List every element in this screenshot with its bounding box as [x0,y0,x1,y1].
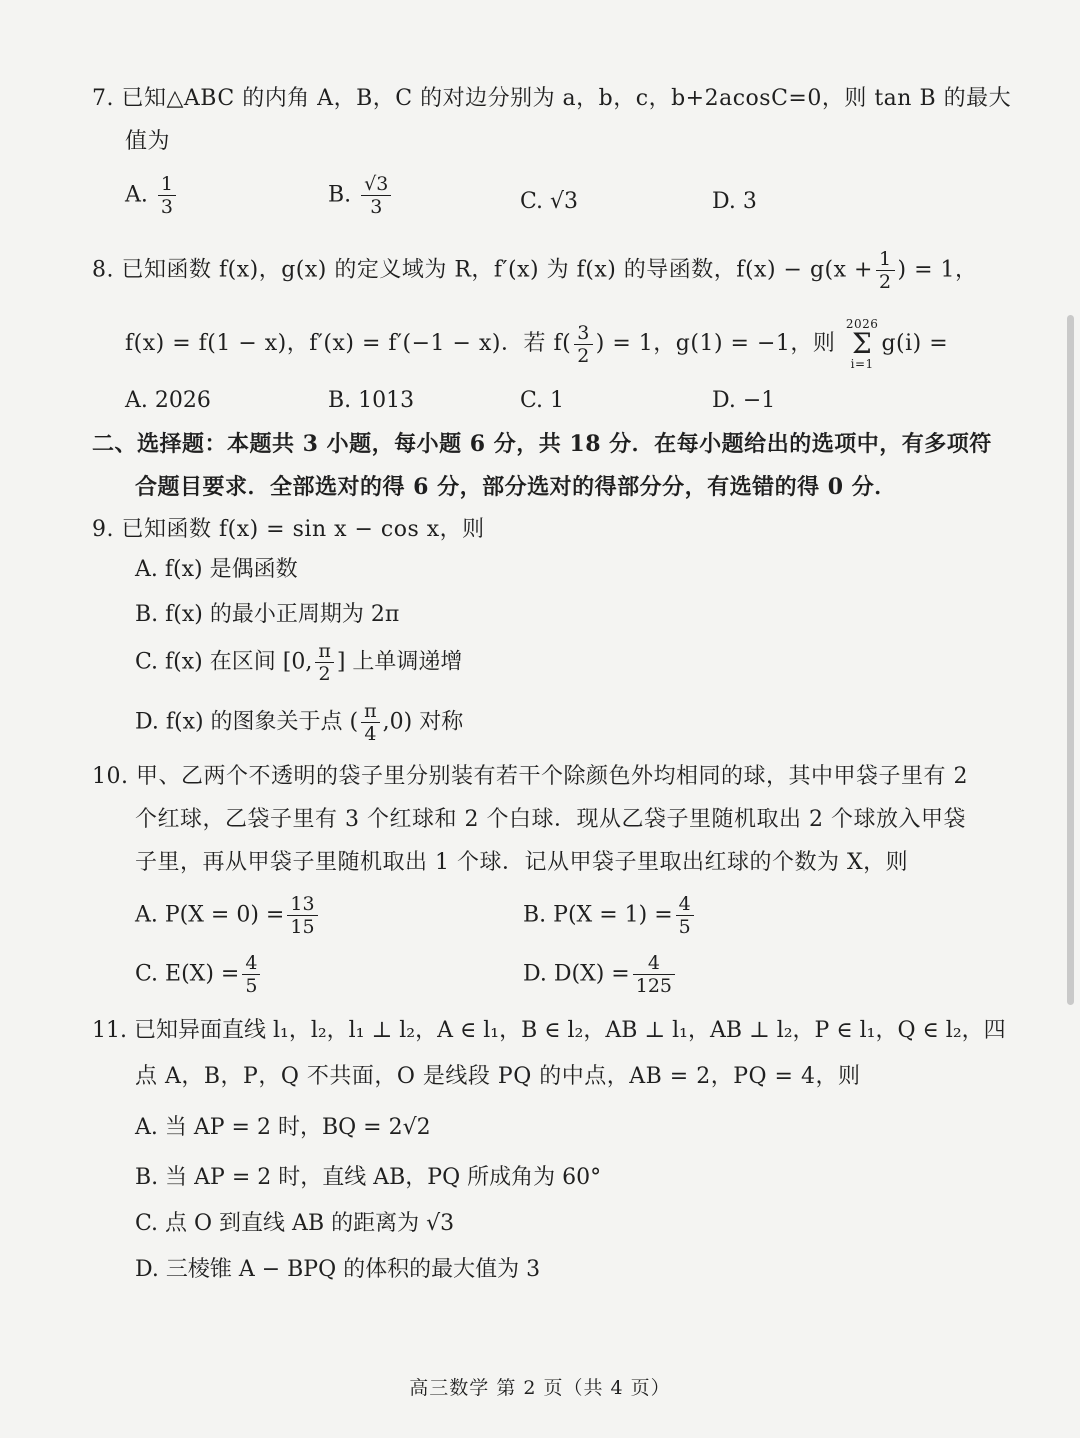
q7-option-d: D. 3 [712,189,757,214]
q10-option-c: C. E(X) = $\frac{4}{5}$ [135,952,263,997]
q7-stem-line2: 值为 [125,129,171,154]
q10-option-d: D. D(X) = $\frac{4}{125}$ [523,952,678,997]
q10-stem-line3: 子里，再从甲袋子里随机取出 1 个球．记从甲袋子里取出红球的个数为 X，则 [135,850,909,875]
q10-stem-line2: 个红球，乙袋子里有 3 个红球和 2 个白球．现从乙袋子里随机取出 2 个球放入甲袋 [135,807,966,832]
section2-header-line1: 二、选择题：本题共 3 小题，每小题 6 分，共 18 分．在每小题给出的选项中，有多项符 [92,431,992,457]
q7-stem-line1: 7. 已知△ABC 的内角 A，B，C 的对边分别为 a，b，c，b+2acosC=0，则 tan B 的最大 [92,86,1012,111]
q7-option-b: B. $\frac{√3}{3}$ [328,173,394,218]
q11-option-a: A. 当 AP = 2 时，BQ = 2√2 [135,1115,431,1140]
q8-option-b: B. 1013 [328,388,415,413]
q9-d-fraction: $\frac{\pi}{4}$ [361,700,380,745]
q11-stem-line1: 11. 已知异面直线 l₁，l₂，l₁ ⊥ l₂，A ∈ l₁，B ∈ l₂，AB ⊥ l₁，AB ⊥ l₂，P ∈ l₁，Q ∈ l₂，四 [92,1018,1006,1043]
q9-stem: 9. 已知函数 f(x) = sin x − cos x，则 [92,517,485,542]
q9-option-d: D. f(x) 的图象关于点 ( $\frac{\pi}{4}$ ,0) 对称 [135,700,464,745]
q11-option-c: C. 点 O 到直线 AB 的距离为 √3 [135,1211,455,1236]
section2-header-line2: 合题目要求．全部选对的得 6 分，部分选对的得部分分，有选错的得 0 分． [135,474,897,500]
page-footer: 高三数学 第 2 页（共 4 页） [409,1377,671,1399]
q10-a-fraction: $\frac{13}{15}$ [287,893,317,938]
q9-c-fraction: $\frac{\pi}{2}$ [315,640,334,685]
q8-three-halves-fraction: $\frac{3}{2}$ [574,322,593,367]
q10-d-fraction: $\frac{4}{125}$ [633,952,675,997]
q7-option-a: A. $\frac{1}{3}$ [125,173,179,218]
q8-summation: 2026 Σ i=1 [845,317,879,371]
q11-option-d: D. 三棱锥 A − BPQ 的体积的最大值为 3 [135,1257,541,1282]
q8-half-fraction: $\frac{1}{2}$ [876,248,895,293]
q8-stem-line1: 8. 已知函数 f(x)，g(x) 的定义域为 R，f′(x) 为 f(x) 的导函数，f(x) − g(x + $\frac{1}{2}$ ) = 1， [92,248,978,293]
scrollbar[interactable] [1067,315,1074,1005]
q7-option-c: C. √3 [520,189,579,214]
q7-option-b-fraction: $\frac{√3}{3}$ [361,173,391,218]
q10-option-a: A. P(X = 0) = $\frac{13}{15}$ [135,893,321,938]
q8-option-d: D. −1 [712,388,776,413]
q9-option-b: B. f(x) 的最小正周期为 2π [135,602,400,627]
q8-stem-line2: f(x) = f(1 − x)，f′(x) = f′(−1 − x)．若 f( $\frac{3}{2}$ ) = 1，g(1) = −1，则 2026 Σ i=1 g(i) = [125,317,949,371]
q7-option-a-fraction: $\frac{1}{3}$ [158,173,176,218]
q10-c-fraction: $\frac{4}{5}$ [242,952,260,997]
q11-option-b: B. 当 AP = 2 时，直线 AB，PQ 所成角为 60° [135,1165,602,1190]
q8-option-c: C. 1 [520,388,565,413]
q9-option-c: C. f(x) 在区间 [0, $\frac{\pi}{2}$ ] 上单调递增 [135,640,463,685]
q11-stem-line2: 点 A，B，P，Q 不共面，O 是线段 PQ 的中点，AB = 2，PQ = 4，则 [135,1064,861,1089]
q10-option-b: B. P(X = 1) = $\frac{4}{5}$ [523,893,697,938]
q10-stem-line1: 10. 甲、乙两个不透明的袋子里分别装有若干个除颜色外均相同的球，其中甲袋子里有 2 [92,764,968,789]
q8-option-a: A. 2026 [125,388,211,413]
q9-option-a: A. f(x) 是偶函数 [135,557,298,582]
q10-b-fraction: $\frac{4}{5}$ [676,893,694,938]
